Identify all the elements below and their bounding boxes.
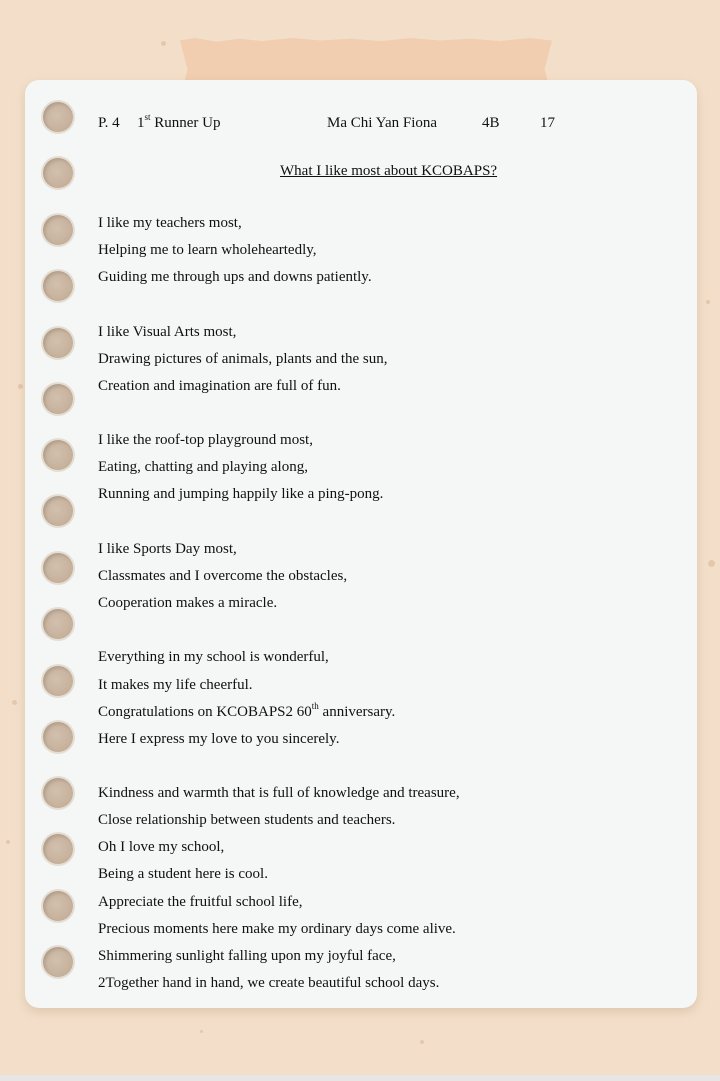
poem-title: What I like most about KCOBAPS?: [280, 163, 498, 179]
poem-line: Being a student here is cool.: [98, 866, 268, 882]
poem-line: Eating, chatting and playing along,: [98, 459, 308, 475]
poem-line: Creation and imagination are full of fun.: [98, 378, 341, 394]
award-number: 1: [137, 115, 145, 131]
binder-hole: [43, 891, 73, 921]
poem-line: I like the roof-top playground most,: [98, 432, 313, 448]
background-speck: [6, 840, 10, 844]
poem-line-start: Congratulations on KCOBAPS2 60: [98, 704, 312, 720]
poem-line: Precious moments here make my ordinary days come alive.: [98, 921, 456, 937]
background-speck: [200, 1030, 203, 1033]
binder-hole: [43, 328, 73, 358]
award-suffix: st: [144, 112, 151, 122]
poem-line: I like Visual Arts most,: [98, 324, 237, 340]
poem-line: Everything in my school is wonderful,: [98, 649, 329, 665]
binder-hole: [43, 553, 73, 583]
poem-line: I like my teachers most,: [98, 215, 242, 231]
grade-label: P. 4: [98, 115, 120, 131]
binder-hole: [43, 440, 73, 470]
binder-hole: [43, 158, 73, 188]
class-number: 17: [540, 115, 555, 131]
binder-hole: [43, 722, 73, 752]
class-label: 4B: [482, 115, 500, 131]
poem-line: Appreciate the fruitful school life,: [98, 894, 303, 910]
binder-hole: [43, 271, 73, 301]
background-speck: [12, 700, 17, 705]
background-speck: [706, 300, 710, 304]
binder-hole: [43, 834, 73, 864]
background-speck: [420, 1040, 424, 1044]
poem-line: Helping me to learn wholeheartedly,: [98, 242, 317, 258]
award-label: [137, 114, 221, 132]
poem-line: Drawing pictures of animals, plants and the sun,: [98, 351, 388, 367]
poem-line: Here I express my love to you sincerely.: [98, 731, 340, 747]
binder-hole: [43, 384, 73, 414]
award-rest: Runner Up: [154, 115, 221, 131]
binder-hole: [43, 215, 73, 245]
binder-hole: [43, 609, 73, 639]
poem-line-end: anniversary.: [318, 704, 396, 720]
binder-hole: [43, 666, 73, 696]
binder-hole: [43, 102, 73, 132]
poem-line: Close relationship between students and teachers.: [98, 812, 396, 828]
background-speck: [708, 560, 715, 567]
student-name: Ma Chi Yan Fiona: [327, 115, 438, 131]
poem-line: 2Together hand in hand, we create beautiful school days.: [98, 975, 440, 991]
poem-line: Classmates and I overcome the obstacles,: [98, 568, 348, 584]
poem-line: [98, 703, 395, 721]
poem-line: Cooperation makes a miracle.: [98, 595, 278, 611]
poem-line: I like Sports Day most,: [98, 541, 237, 557]
background-speck: [18, 384, 23, 389]
bottom-strip: [0, 1075, 720, 1081]
binder-hole: [43, 778, 73, 808]
poem-line: Oh I love my school,: [98, 839, 225, 855]
poem-line: Running and jumping happily like a ping-pong.: [98, 486, 384, 502]
poem-line: Guiding me through ups and downs patiently.: [98, 269, 372, 285]
background-speck: [161, 41, 166, 46]
poem-line: Kindness and warmth that is full of knowledge and treasure,: [98, 785, 460, 801]
ordinal-suffix: th: [311, 701, 319, 711]
binder-hole: [43, 496, 73, 526]
binder-hole: [43, 947, 73, 977]
poem-line: It makes my life cheerful.: [98, 677, 253, 693]
poem-line: Shimmering sunlight falling upon my joyful face,: [98, 948, 396, 964]
